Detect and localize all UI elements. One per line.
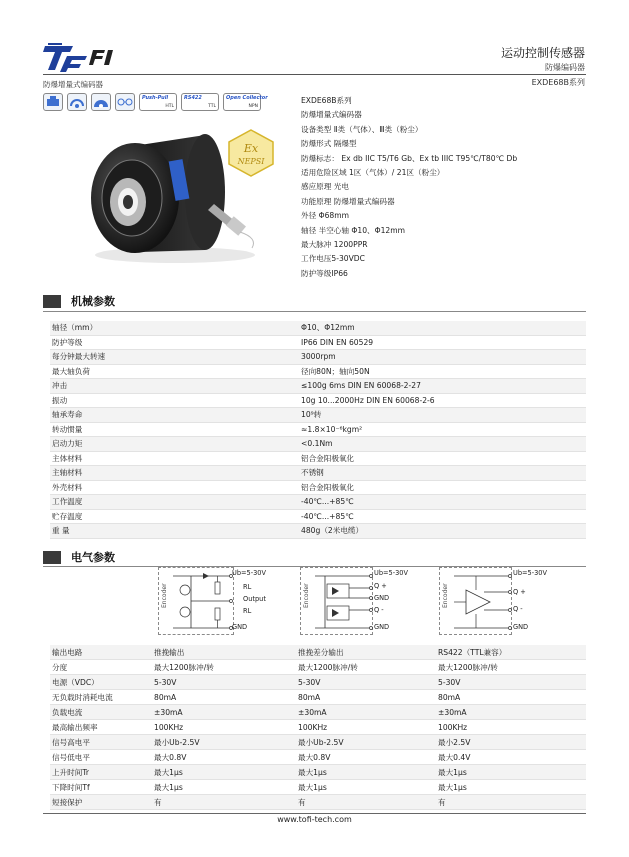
table-row: 信号高电平 最小Ub-2.5V 最小Ub-2.5V 最小2.5V — [50, 735, 586, 750]
page-subtitle: 防爆编码器 — [545, 63, 585, 72]
diagram-label: GND — [513, 623, 529, 631]
page-title: 运动控制传感器 — [500, 46, 585, 60]
table-row: 启动力矩 <0.1Nm — [50, 437, 586, 452]
diagram-label: Ub=5-30V — [232, 569, 267, 577]
spec-line: 工作电压5-30VDC — [301, 254, 365, 264]
feature-icon-row — [43, 93, 268, 111]
table-row: 工作温度 -40℃...+85℃ — [50, 495, 586, 510]
table-row: 冲击 ≤100g 6ms DIN EN 60068-2-27 — [50, 379, 586, 394]
header-divider — [43, 74, 586, 75]
table-row: 电源（VDC） 5-30V 5-30V 5-30V — [50, 675, 586, 690]
table-row: 上升时间Tr 最大1μs 最大1μs 最大1μs — [50, 765, 586, 780]
category-label: 防爆增量式编码器 — [43, 80, 103, 89]
rs422-icon: RS422 TTL — [181, 93, 219, 111]
diagram-label: Q - — [513, 605, 523, 613]
section-title: 电气参数 — [71, 551, 115, 564]
spec-line: EXDE68B系列 — [301, 96, 352, 105]
ex-badge-line1: Ex — [243, 142, 259, 155]
open-collector-icon: Open Collector NPN — [223, 93, 261, 111]
push-pull-icon: Push-Pull HTL — [139, 93, 177, 111]
diagram-label: RL — [243, 607, 252, 615]
series-label: EXDE68B系列 — [531, 78, 585, 87]
diagram-label: Output — [243, 595, 266, 603]
diagram-label: RL — [243, 583, 252, 591]
differential-circuit-diagram — [300, 567, 373, 635]
table-row: 外壳材料 铝合金阳极氧化 — [50, 481, 586, 496]
rotation-icon — [67, 93, 87, 111]
section-divider — [43, 311, 586, 312]
table-row: 主轴材料 不锈钢 — [50, 466, 586, 481]
spec-line: 轴径 半空心轴 Φ10、Φ12mm — [301, 225, 406, 235]
section-marker — [43, 295, 61, 308]
spec-line: 防爆标志： Ex db IIC T5/T6 Gb、Ex tb IIIC T95℃/T80℃ Db — [301, 153, 518, 163]
section-marker — [43, 551, 61, 564]
table-row: 贮存温度 -40℃...+85℃ — [50, 510, 586, 525]
table-row: 重 量 480g（2米电缆） — [50, 524, 586, 539]
tofi-logo — [43, 42, 125, 72]
diagram-label: Ub=5-30V — [513, 569, 548, 577]
electrical-table — [50, 645, 586, 810]
rs422-circuit-diagram — [439, 567, 512, 635]
spec-line: 防护等级IP66 — [301, 268, 348, 278]
table-row: 负载电流 ±30mA ±30mA ±30mA — [50, 705, 586, 720]
diagram-label: Q - — [374, 606, 384, 614]
table-row: 信号低电平 最大0.8V 最大0.8V 最大0.4V — [50, 750, 586, 765]
diagram-label: GND — [232, 623, 248, 631]
spec-line: 感应原理 光电 — [301, 182, 349, 192]
mechanical-table — [50, 321, 586, 539]
ex-badge-line2: NEPSI — [237, 157, 265, 166]
table-row: 防护等级 IP66 DIN EN 60529 — [50, 336, 586, 351]
footer-url[interactable]: www.tofi-tech.com — [277, 815, 352, 824]
diagram-label: Q + — [513, 588, 526, 596]
diagram-label: GND — [374, 594, 390, 602]
table-row: 输出电路 推挽输出 推挽差分输出 RS422（TTL兼容） — [50, 645, 586, 660]
electrical-section-heading — [43, 549, 115, 565]
table-row: 短接保护 有 有 有 — [50, 795, 586, 810]
spec-line: 外径 Φ68mm — [301, 211, 350, 221]
table-row: 无负载时消耗电流 80mA 80mA 80mA — [50, 690, 586, 705]
mechanical-section-heading — [43, 293, 115, 309]
spec-line: 适用危险区域 1区（气体）/ 21区（粉尘） — [301, 168, 445, 178]
encoder-label: Encoder — [442, 583, 449, 608]
table-row: 最高输出频率 100KHz 100KHz 100KHz — [50, 720, 586, 735]
spec-line: 设备类型 Ⅱ类（气体）、Ⅲ类（粉尘） — [301, 124, 423, 134]
spec-line: 最大脉冲 1200PPR — [301, 240, 368, 250]
table-row: 最大轴负荷 径向80N；轴向50N — [50, 365, 586, 380]
table-row: 转动惯量 ≈1.8×10⁻⁶kgm² — [50, 423, 586, 438]
table-row: 轴承寿命 10⁹转 — [50, 408, 586, 423]
diagram-label: Ub=5-30V — [374, 569, 409, 577]
table-row: 轴径（mm） Φ10、Φ12mm — [50, 321, 586, 336]
push-pull-circuit-diagram — [158, 567, 234, 635]
encoder-icon — [43, 93, 63, 111]
encoder-label: Encoder — [161, 583, 168, 608]
coupling-icon — [115, 93, 135, 111]
table-row: 分度 最大1200脉冲/转 最大1200脉冲/转 最大1200脉冲/转 — [50, 660, 586, 675]
spec-summary-list — [301, 94, 591, 281]
table-row: 每分钟最大转速 3000rpm — [50, 350, 586, 365]
table-row: 下降时间Tf 最大1μs 最大1μs 最大1μs — [50, 780, 586, 795]
spec-line: 防爆形式 隔爆型 — [301, 139, 357, 149]
table-row: 主体材料 铝合金阳极氧化 — [50, 452, 586, 467]
ex-nepsi-badge — [226, 128, 276, 178]
spec-line: 防爆增量式编码器 — [301, 110, 362, 120]
diagram-label: GND — [374, 623, 390, 631]
encoder-label: Encoder — [303, 583, 310, 608]
table-row: 振动 10g 10...2000Hz DIN EN 60068-2-6 — [50, 394, 586, 409]
section-title: 机械参数 — [71, 295, 115, 308]
spec-line: 功能原理 防爆增量式编码器 — [301, 196, 395, 206]
footer-divider — [43, 813, 586, 814]
diagram-label: Q + — [374, 582, 387, 590]
hollow-shaft-icon — [91, 93, 111, 111]
